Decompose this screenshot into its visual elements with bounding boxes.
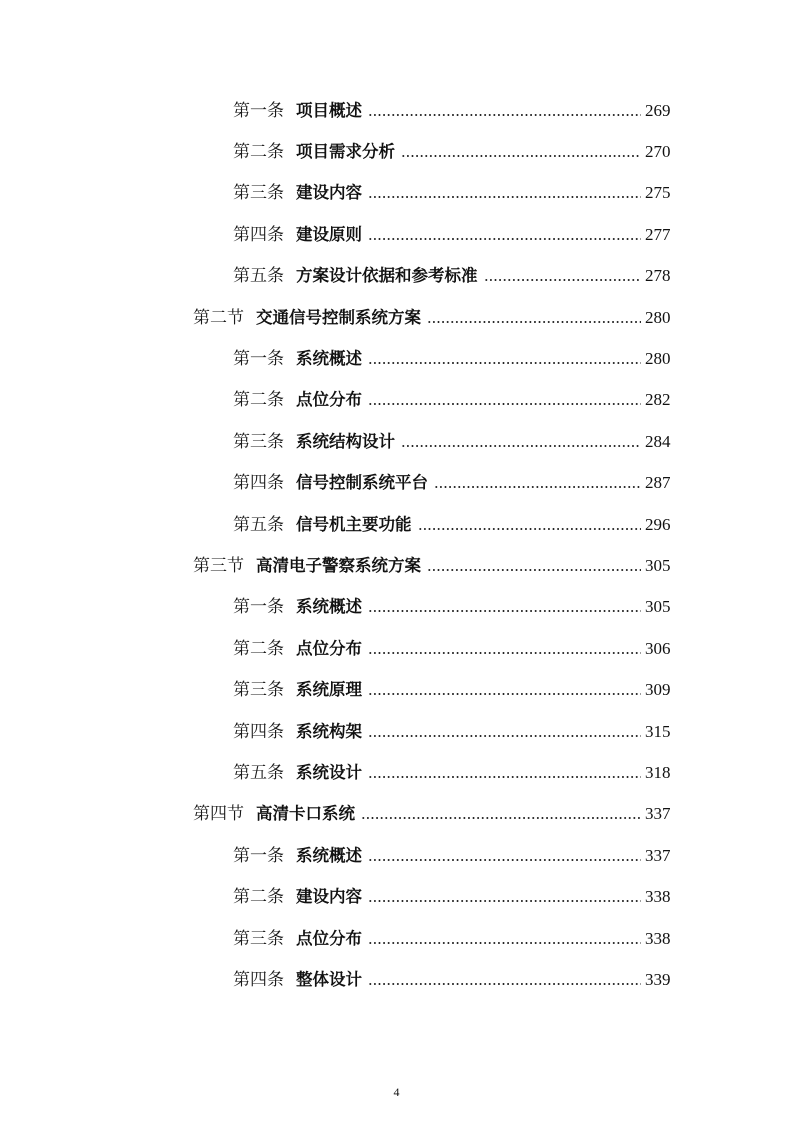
toc-entry-title: 建设内容 [296,183,362,203]
dot-leader [401,155,641,157]
toc-entry-number: 第三条 [233,431,284,452]
toc-article-entry[interactable] [0,173,793,214]
toc-entry-page: 269 [645,100,671,120]
dot-leader [368,362,641,364]
toc-entry-title: 整体设计 [296,969,362,989]
toc-entry-number: 第二条 [233,887,284,908]
toc-entry-page: 287 [645,473,671,493]
toc-article-entry[interactable] [0,918,793,959]
dot-leader [484,279,642,281]
toc-entry-page: 270 [645,142,671,162]
dot-leader [427,321,641,323]
toc-entry-title: 系统构架 [296,721,362,741]
toc-entry-number: 第一条 [233,845,284,866]
toc-entry-title: 建设内容 [296,887,362,907]
dot-leader [368,652,641,654]
toc-entry-number: 第一条 [233,597,284,618]
toc-entry-page: 282 [645,390,671,410]
dot-leader [368,610,641,612]
toc-entry-number: 第四条 [233,224,284,245]
toc-article-entry[interactable] [0,587,793,628]
toc-entry-number: 第四条 [233,473,284,494]
toc-entry-page: 305 [645,597,671,617]
dot-leader [368,403,641,405]
dot-leader [368,238,641,240]
toc-entry-page: 337 [645,845,671,865]
toc-article-entry[interactable] [0,835,793,876]
toc-entry-title: 项目需求分析 [296,142,395,162]
toc-entry-title: 点位分布 [296,390,362,410]
toc-entry-title: 系统结构设计 [296,431,395,451]
table-of-contents [0,90,793,1001]
toc-section-entry[interactable] [0,297,793,338]
dot-leader [427,569,641,571]
dot-leader [401,445,641,447]
toc-entry-page: 284 [645,431,671,451]
toc-article-entry[interactable] [0,214,793,255]
toc-entry-page: 337 [645,804,671,824]
toc-article-entry[interactable] [0,380,793,421]
toc-entry-title: 高清电子警察系统方案 [256,555,421,575]
toc-article-entry[interactable] [0,421,793,462]
toc-entry-title: 系统概述 [296,349,362,369]
dot-leader [368,693,641,695]
toc-entry-page: 277 [645,224,671,244]
toc-entry-title: 信号控制系统平台 [296,473,428,493]
toc-entry-page: 275 [645,183,671,203]
toc-entry-title: 系统设计 [296,762,362,782]
toc-entry-number: 第二条 [233,142,284,163]
dot-leader [368,900,641,902]
dot-leader [368,983,641,985]
toc-entry-title: 信号机主要功能 [296,514,412,534]
dot-leader [418,528,642,530]
toc-entry-page: 318 [645,762,671,782]
toc-entry-page: 305 [645,555,671,575]
toc-entry-title: 点位分布 [296,928,362,948]
dot-leader [368,196,641,198]
toc-entry-number: 第二条 [233,638,284,659]
toc-entry-title: 高清卡口系统 [256,804,355,824]
toc-entry-title: 系统概述 [296,597,362,617]
toc-article-entry[interactable] [0,959,793,1000]
dot-leader [361,817,641,819]
toc-entry-number: 第二条 [233,390,284,411]
toc-article-entry[interactable] [0,669,793,710]
toc-section-entry[interactable] [0,794,793,835]
toc-article-entry[interactable] [0,90,793,131]
toc-entry-title: 建设原则 [296,224,362,244]
toc-entry-page: 315 [645,721,671,741]
toc-entry-page: 280 [645,307,671,327]
toc-entry-page: 306 [645,638,671,658]
dot-leader [368,942,641,944]
toc-article-entry[interactable] [0,752,793,793]
toc-entry-page: 338 [645,887,671,907]
toc-entry-number: 第三节 [193,555,244,576]
dot-leader [368,114,641,116]
toc-entry-number: 第一条 [233,100,284,121]
page-number: 4 [393,1085,400,1099]
toc-entry-page: 309 [645,680,671,700]
toc-entry-number: 第四节 [193,804,244,825]
toc-entry-number: 第五条 [233,266,284,287]
toc-entry-title: 系统概述 [296,845,362,865]
toc-entry-number: 第五条 [233,762,284,783]
toc-entry-page: 296 [645,514,671,534]
toc-section-entry[interactable] [0,545,793,586]
toc-entry-page: 280 [645,349,671,369]
dot-leader [368,859,641,861]
toc-article-entry[interactable] [0,876,793,917]
toc-entry-page: 278 [645,266,671,286]
toc-entry-number: 第三条 [233,928,284,949]
toc-article-entry[interactable] [0,504,793,545]
dot-leader [434,486,641,488]
toc-entry-number: 第三条 [233,680,284,701]
toc-entry-title: 项目概述 [296,100,362,120]
toc-entry-page: 338 [645,928,671,948]
toc-article-entry[interactable] [0,256,793,297]
toc-entry-title: 点位分布 [296,638,362,658]
toc-entry-number: 第五条 [233,514,284,535]
dot-leader [368,735,641,737]
toc-article-entry[interactable] [0,628,793,669]
toc-entry-number: 第三条 [233,183,284,204]
toc-article-entry[interactable] [0,463,793,504]
dot-leader [368,776,641,778]
toc-entry-title: 交通信号控制系统方案 [256,307,421,327]
toc-article-entry[interactable] [0,711,793,752]
toc-entry-number: 第四条 [233,721,284,742]
toc-entry-title: 系统原理 [296,680,362,700]
toc-article-entry[interactable] [0,338,793,379]
toc-entry-number: 第二节 [193,307,244,328]
toc-entry-number: 第四条 [233,969,284,990]
toc-entry-page: 339 [645,969,671,989]
toc-article-entry[interactable] [0,131,793,172]
toc-entry-number: 第一条 [233,349,284,370]
toc-entry-title: 方案设计依据和参考标准 [296,266,478,286]
